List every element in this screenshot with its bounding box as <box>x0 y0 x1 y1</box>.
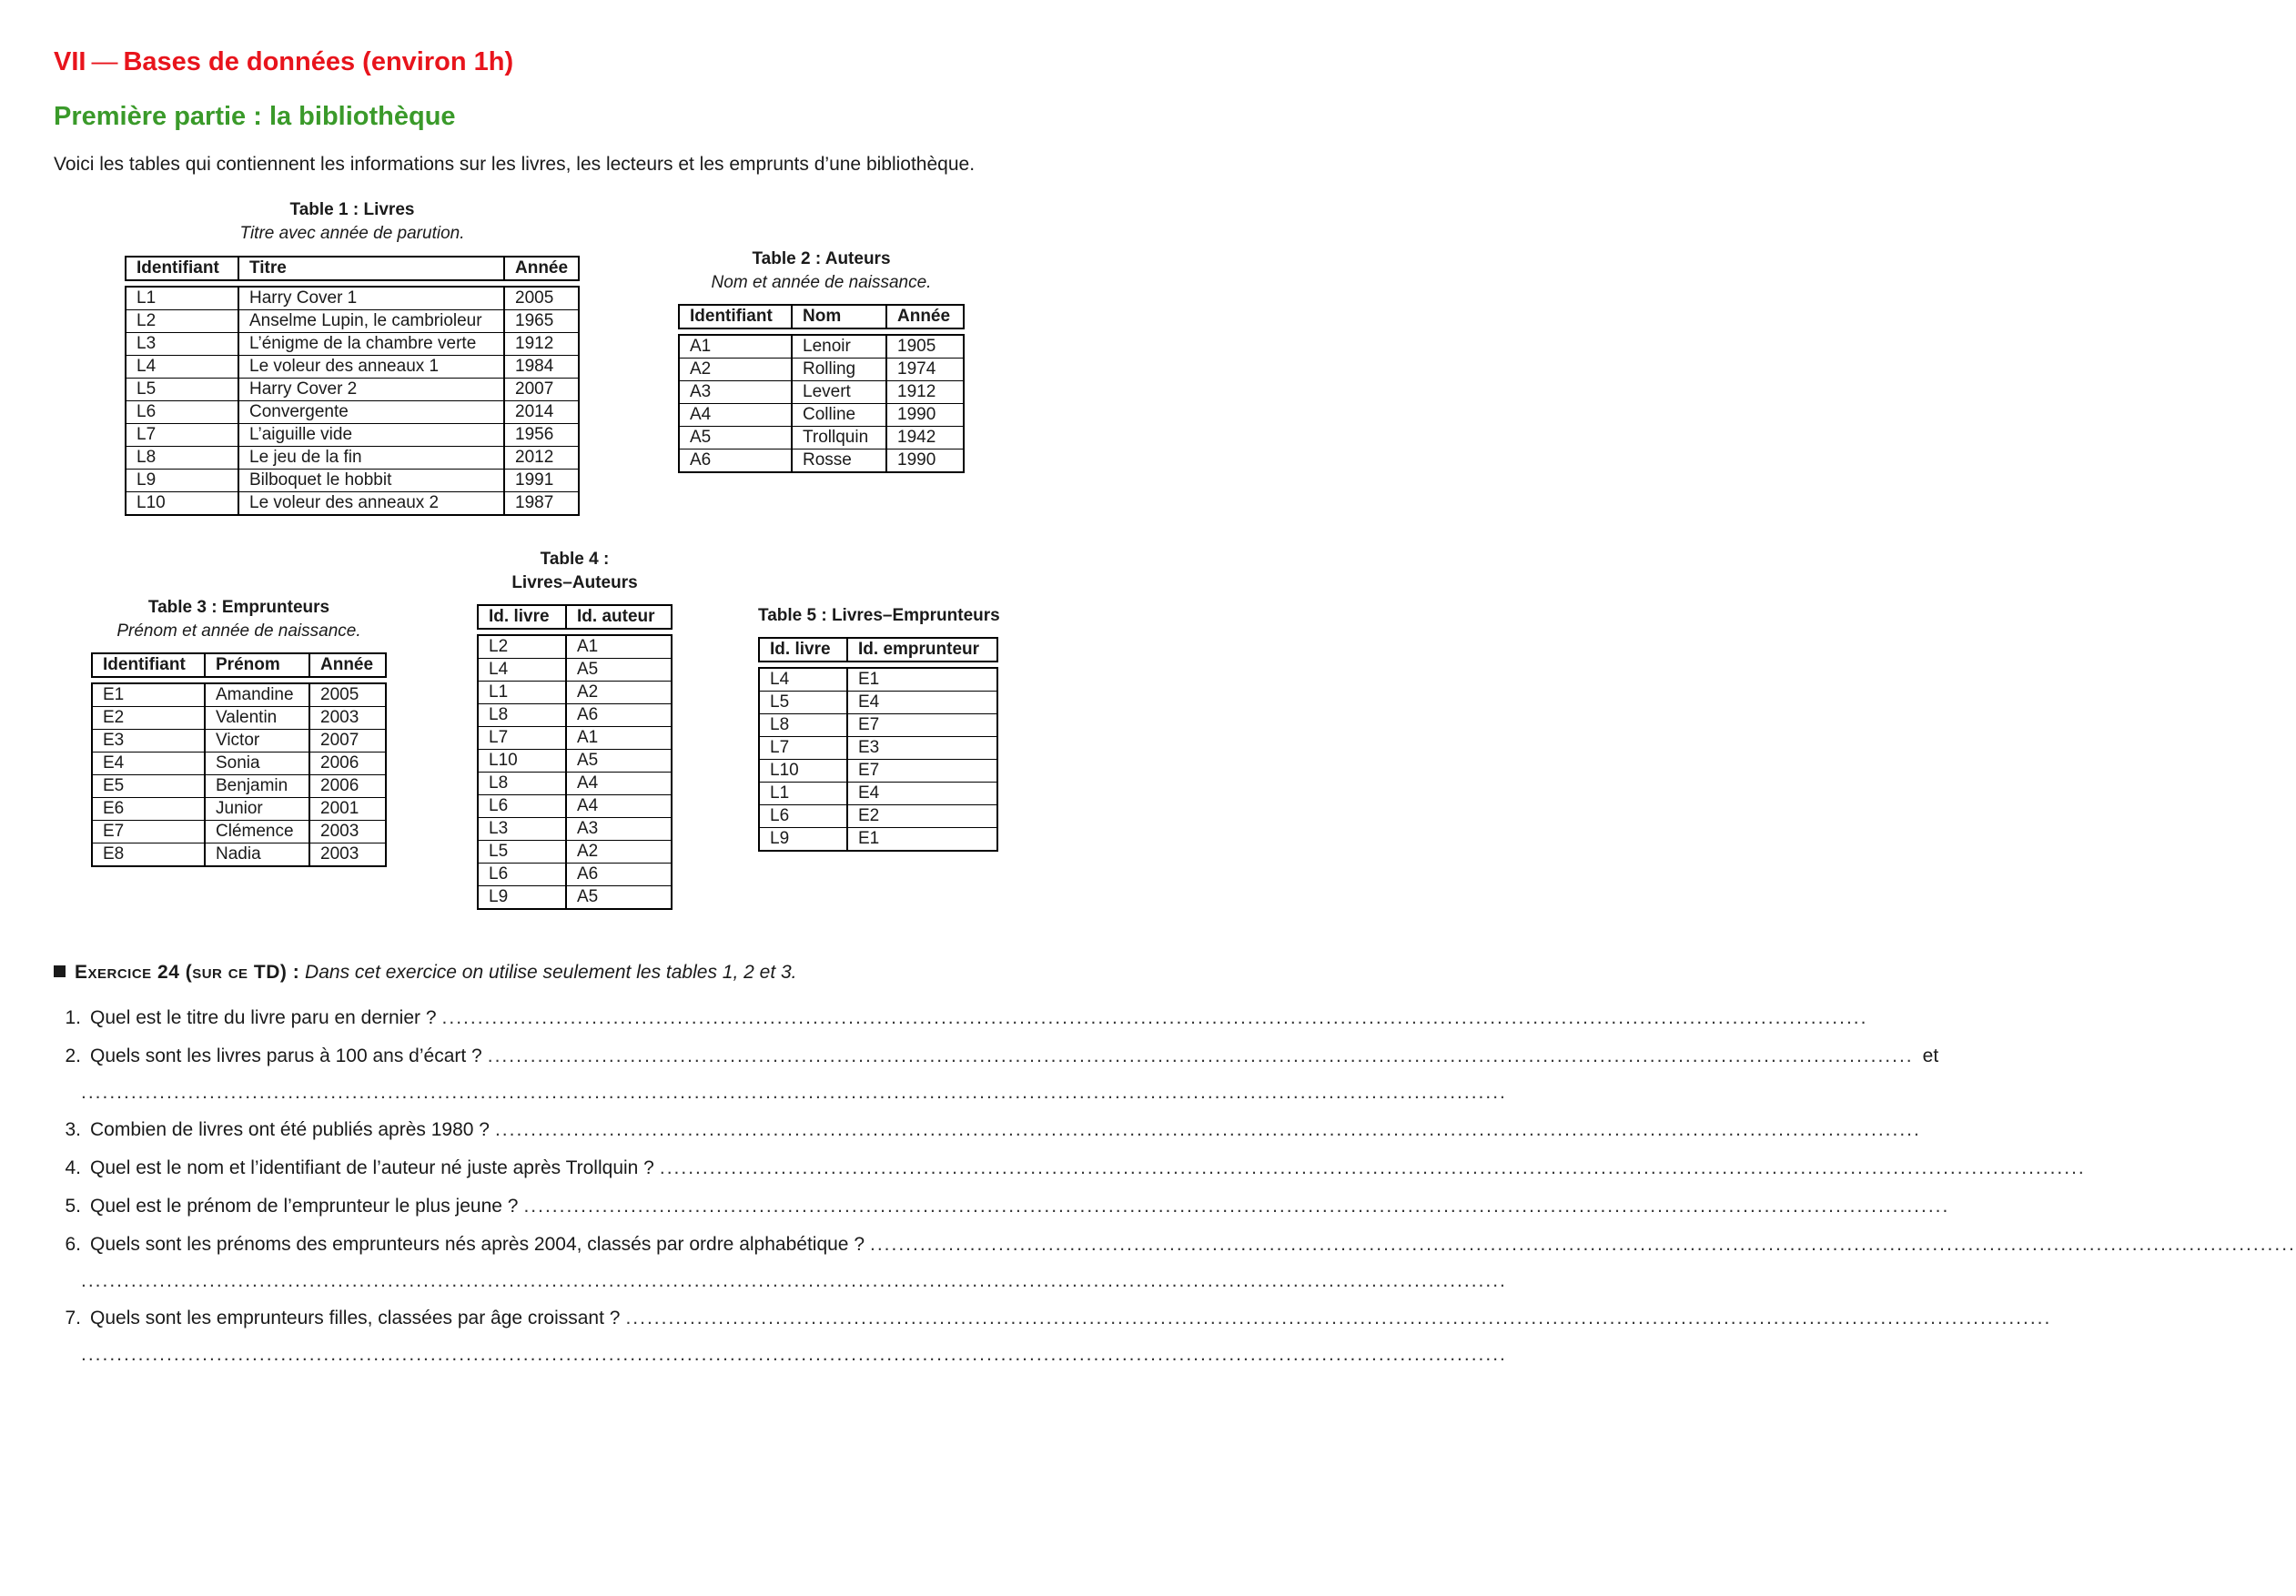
table-livres <box>125 256 580 516</box>
table-cell: 1965 <box>503 310 580 333</box>
table-cell: 1912 <box>503 333 580 356</box>
column-header: Année <box>885 304 965 329</box>
table-row <box>477 886 673 910</box>
table-cell: Anselme Lupin, le cambrioleur <box>238 310 503 333</box>
table-header-row <box>758 637 998 662</box>
table-cell: L1 <box>125 286 238 310</box>
exercise-heading <box>54 962 797 984</box>
table-header-row <box>91 652 387 678</box>
chapter-heading <box>54 47 513 77</box>
question-7 <box>54 1308 2052 1329</box>
table-cell: L’aiguille vide <box>238 424 503 447</box>
table-cell: L6 <box>125 401 238 424</box>
question-text: Quel est le prénom de l’emprunteur le plus jeune ? <box>90 1196 519 1217</box>
table-cell: A3 <box>565 818 673 841</box>
answer-dotted-line[interactable]: ........................................................................................................................................................................................................ <box>523 1196 1950 1217</box>
table-cell: 1984 <box>503 356 580 379</box>
table-cell: E2 <box>846 805 998 828</box>
column-header: Id. livre <box>477 604 565 630</box>
column-header: Identifiant <box>91 652 204 678</box>
answer-dotted-line[interactable]: ........................................................................................................................................................................................................ <box>487 1045 1914 1066</box>
table-row <box>678 450 965 473</box>
table-cell: Nadia <box>204 843 308 867</box>
table-cell: L8 <box>477 773 565 795</box>
table-livres-block <box>125 198 580 516</box>
question-2 <box>54 1045 1939 1067</box>
column-header: Titre <box>238 256 503 281</box>
table-cell: L9 <box>477 886 565 910</box>
question-text: Quels sont les emprunteurs filles, classées par âge croissant ? <box>90 1308 621 1328</box>
question-number: 1. <box>65 1007 81 1028</box>
exercise-instruction: Dans cet exercice on utilise seulement les tables 1, 2 et 3. <box>305 962 797 983</box>
table-cell: L6 <box>758 805 846 828</box>
question-5 <box>54 1196 1950 1217</box>
table-row <box>477 841 673 864</box>
table-row <box>477 818 673 841</box>
table-cell: E4 <box>846 783 998 805</box>
table-row <box>477 750 673 773</box>
question-text: Quel est le titre du livre paru en dernier ? <box>90 1007 437 1028</box>
and-word: et <box>1922 1045 1939 1066</box>
table-emprunteurs-block <box>91 596 387 867</box>
table-row <box>758 714 998 737</box>
table-cell: L’énigme de la chambre verte <box>238 333 503 356</box>
question-number: 5. <box>65 1196 81 1217</box>
table-row <box>91 798 387 821</box>
table-row <box>91 707 387 730</box>
table-row <box>125 424 580 447</box>
table-cell: L3 <box>477 818 565 841</box>
table-cell: 2003 <box>308 707 387 730</box>
table-cell: Le voleur des anneaux 2 <box>238 492 503 516</box>
answer-dotted-line[interactable]: ........................................................................................................................................................................................................ <box>625 1308 2052 1328</box>
table-cell: A4 <box>678 404 791 427</box>
table-cell: E7 <box>846 760 998 783</box>
table-caption: Table 1 : Livres <box>289 200 415 219</box>
table-cell: Levert <box>791 381 885 404</box>
table-cell: 2001 <box>308 798 387 821</box>
table-cell: A6 <box>678 450 791 473</box>
table-cell: 1990 <box>885 404 965 427</box>
table-row <box>91 821 387 843</box>
table-cell: 1991 <box>503 470 580 492</box>
table-row <box>477 704 673 727</box>
table-cell: L2 <box>125 310 238 333</box>
table-cell: Sonia <box>204 753 308 775</box>
column-header: Prénom <box>204 652 308 678</box>
table-row <box>477 864 673 886</box>
question-number: 7. <box>65 1308 81 1328</box>
table-cell: Valentin <box>204 707 308 730</box>
answer-dotted-line[interactable]: ........................................................................................................................................................................................................ <box>870 1234 2296 1255</box>
table-body <box>125 281 580 516</box>
table-cell: 1974 <box>885 359 965 381</box>
table-row <box>758 828 998 852</box>
table-cell: Bilboquet le hobbit <box>238 470 503 492</box>
table-cell: 1956 <box>503 424 580 447</box>
table-cell: A5 <box>565 659 673 682</box>
table-cell: E7 <box>91 821 204 843</box>
table-emprunteurs <box>91 652 387 867</box>
table-cell: L4 <box>477 659 565 682</box>
table-cell: A4 <box>565 795 673 818</box>
column-header: Id. emprunteur <box>846 637 998 662</box>
table-subtitle: Titre avec année de parution. <box>239 224 465 243</box>
chapter-number: VII <box>54 47 86 76</box>
table-cell: L7 <box>125 424 238 447</box>
table-livres-emprunteurs <box>758 637 998 852</box>
table-row <box>678 359 965 381</box>
table-cell: Le jeu de la fin <box>238 447 503 470</box>
table-body <box>91 678 387 867</box>
table-row <box>758 667 998 692</box>
intro-text: Voici les tables qui contiennent les informations sur les livres, les lecteurs et les emprunts d’une bibliothèque. <box>54 154 976 175</box>
table-cell: L5 <box>125 379 238 401</box>
table-cell: E8 <box>91 843 204 867</box>
table-cell: L4 <box>758 667 846 692</box>
table-auteurs-block <box>678 247 965 473</box>
table-cell: E1 <box>846 828 998 852</box>
table-cell: L9 <box>125 470 238 492</box>
table-row <box>678 381 965 404</box>
table-cell: Convergente <box>238 401 503 424</box>
column-header: Identifiant <box>125 256 238 281</box>
table-cell: E6 <box>91 798 204 821</box>
question-number: 2. <box>65 1045 81 1066</box>
table-cell: L6 <box>477 795 565 818</box>
answer-dotted-line[interactable]: ........................................................................................................................................................................................................ <box>659 1157 2086 1178</box>
answer-dotted-line[interactable]: ........................................................................................................................................................................................................ <box>81 1344 1507 1365</box>
answer-dotted-line[interactable]: ........................................................................................................................................................................................................ <box>441 1007 1868 1028</box>
table-row <box>125 356 580 379</box>
table-header-row <box>477 604 673 630</box>
table-cell: A1 <box>678 334 791 359</box>
table-cell: A2 <box>565 682 673 704</box>
question-1 <box>54 1007 1868 1029</box>
table-row <box>758 783 998 805</box>
table-row <box>91 753 387 775</box>
table-caption-line2: Livres–Auteurs <box>511 573 638 592</box>
table-cell: 1987 <box>503 492 580 516</box>
column-header: Nom <box>791 304 885 329</box>
table-caption: Table 2 : Auteurs <box>752 249 891 268</box>
question-number: 3. <box>65 1119 81 1140</box>
table-cell: L1 <box>477 682 565 704</box>
table-cell: 1905 <box>885 334 965 359</box>
table-cell: E7 <box>846 714 998 737</box>
table-cell: E2 <box>91 707 204 730</box>
question-6 <box>54 1234 2296 1256</box>
table-body <box>758 662 998 852</box>
table-cell: 2007 <box>503 379 580 401</box>
question-text: Quel est le nom et l’identifiant de l’auteur né juste après Trollquin ? <box>90 1157 654 1178</box>
table-caption: Table 3 : Emprunteurs <box>147 598 330 617</box>
table-cell: L9 <box>758 828 846 852</box>
table-subtitle: Nom et année de naissance. <box>711 273 932 292</box>
question-text: Quels sont les livres parus à 100 ans d’écart ? <box>90 1045 482 1066</box>
table-cell: Junior <box>204 798 308 821</box>
table-cell: E3 <box>91 730 204 753</box>
table-row <box>477 634 673 659</box>
table-cell: Le voleur des anneaux 1 <box>238 356 503 379</box>
table-cell: 2006 <box>308 753 387 775</box>
table-cell: E1 <box>846 667 998 692</box>
table-cell: E1 <box>91 682 204 707</box>
table-livres-emprunteurs-block <box>758 604 998 852</box>
table-cell: A4 <box>565 773 673 795</box>
table-cell: Harry Cover 2 <box>238 379 503 401</box>
table-cell: L8 <box>477 704 565 727</box>
table-cell: A2 <box>565 841 673 864</box>
table-cell: Benjamin <box>204 775 308 798</box>
table-cell: E4 <box>91 753 204 775</box>
table-cell: 1990 <box>885 450 965 473</box>
table-row <box>477 773 673 795</box>
table-cell: 2014 <box>503 401 580 424</box>
table-cell: E3 <box>846 737 998 760</box>
table-caption: Table 5 : Livres–Emprunteurs <box>758 606 1000 625</box>
table-cell: L5 <box>477 841 565 864</box>
table-cell: A2 <box>678 359 791 381</box>
table-cell: L7 <box>758 737 846 760</box>
table-livres-auteurs <box>477 604 673 910</box>
table-row <box>477 795 673 818</box>
table-row <box>91 775 387 798</box>
table-body <box>477 630 673 910</box>
table-cell: Clémence <box>204 821 308 843</box>
table-subtitle: Prénom et année de naissance. <box>116 621 361 641</box>
column-header: Id. livre <box>758 637 846 662</box>
table-row <box>758 805 998 828</box>
table-cell: A1 <box>565 727 673 750</box>
table-row <box>125 447 580 470</box>
table-row <box>125 286 580 310</box>
column-header: Année <box>503 256 580 281</box>
question-number: 4. <box>65 1157 81 1178</box>
table-row <box>91 682 387 707</box>
table-row <box>125 333 580 356</box>
table-row <box>678 427 965 450</box>
question-3 <box>54 1119 1921 1141</box>
table-row <box>125 310 580 333</box>
table-row <box>678 334 965 359</box>
table-cell: E4 <box>846 692 998 714</box>
table-cell: Rosse <box>791 450 885 473</box>
table-cell: L3 <box>125 333 238 356</box>
table-cell: 2003 <box>308 843 387 867</box>
table-cell: A3 <box>678 381 791 404</box>
table-row <box>477 682 673 704</box>
table-row <box>678 404 965 427</box>
table-cell: L4 <box>125 356 238 379</box>
table-cell: L8 <box>758 714 846 737</box>
table-auteurs <box>678 304 965 473</box>
table-cell: 2012 <box>503 447 580 470</box>
square-bullet-icon <box>54 965 66 977</box>
part-title: Première partie : la bibliothèque <box>54 102 456 131</box>
table-cell: Trollquin <box>791 427 885 450</box>
column-header: Identifiant <box>678 304 791 329</box>
table-cell: L10 <box>125 492 238 516</box>
table-caption-line1: Table 4 : <box>540 550 610 569</box>
chapter-title: Bases de données (environ 1h) <box>123 47 514 76</box>
table-cell: Amandine <box>204 682 308 707</box>
question-text: Combien de livres ont été publiés après 1980 ? <box>90 1119 490 1140</box>
column-header: Année <box>308 652 387 678</box>
table-cell: L2 <box>477 634 565 659</box>
table-cell: L10 <box>758 760 846 783</box>
table-row <box>125 401 580 424</box>
question-4 <box>54 1157 2086 1179</box>
column-header: Id. auteur <box>565 604 673 630</box>
table-cell: E5 <box>91 775 204 798</box>
table-cell: Harry Cover 1 <box>238 286 503 310</box>
table-cell: L5 <box>758 692 846 714</box>
table-cell: 2005 <box>503 286 580 310</box>
table-row <box>477 659 673 682</box>
table-cell: 2006 <box>308 775 387 798</box>
table-cell: A6 <box>565 704 673 727</box>
table-cell: Rolling <box>791 359 885 381</box>
table-header-row <box>678 304 965 329</box>
answer-dotted-line[interactable]: ........................................................................................................................................................................................................ <box>494 1119 1921 1140</box>
table-livres-auteurs-block <box>477 548 673 910</box>
table-cell: L10 <box>477 750 565 773</box>
table-row <box>91 730 387 753</box>
table-cell: A6 <box>565 864 673 886</box>
table-cell: Colline <box>791 404 885 427</box>
question-text: Quels sont les prénoms des emprunteurs nés après 2004, classés par ordre alphabétique ? <box>90 1234 865 1255</box>
table-row <box>758 692 998 714</box>
table-cell: 1912 <box>885 381 965 404</box>
table-cell: A5 <box>565 750 673 773</box>
answer-dotted-line[interactable]: ........................................................................................................................................................................................................ <box>81 1082 1507 1103</box>
table-cell: 2005 <box>308 682 387 707</box>
table-cell: A5 <box>678 427 791 450</box>
table-cell: L7 <box>477 727 565 750</box>
table-cell: L6 <box>477 864 565 886</box>
table-cell: 2003 <box>308 821 387 843</box>
table-cell: A5 <box>565 886 673 910</box>
question-number: 6. <box>65 1234 81 1255</box>
table-cell: 2007 <box>308 730 387 753</box>
table-cell: L8 <box>125 447 238 470</box>
chapter-dash: — <box>91 47 118 76</box>
table-row <box>477 727 673 750</box>
table-row <box>758 760 998 783</box>
table-row <box>91 843 387 867</box>
exercise-label: Exercice 24 (sur ce TD) : <box>75 962 300 983</box>
table-cell: Victor <box>204 730 308 753</box>
table-row <box>125 470 580 492</box>
table-body <box>678 329 965 473</box>
table-cell: L1 <box>758 783 846 805</box>
table-cell: 1942 <box>885 427 965 450</box>
table-row <box>125 492 580 516</box>
table-cell: Lenoir <box>791 334 885 359</box>
table-row <box>758 737 998 760</box>
table-row <box>125 379 580 401</box>
answer-dotted-line[interactable]: ........................................................................................................................................................................................................ <box>81 1270 1507 1291</box>
table-header-row <box>125 256 580 281</box>
table-cell: A1 <box>565 634 673 659</box>
